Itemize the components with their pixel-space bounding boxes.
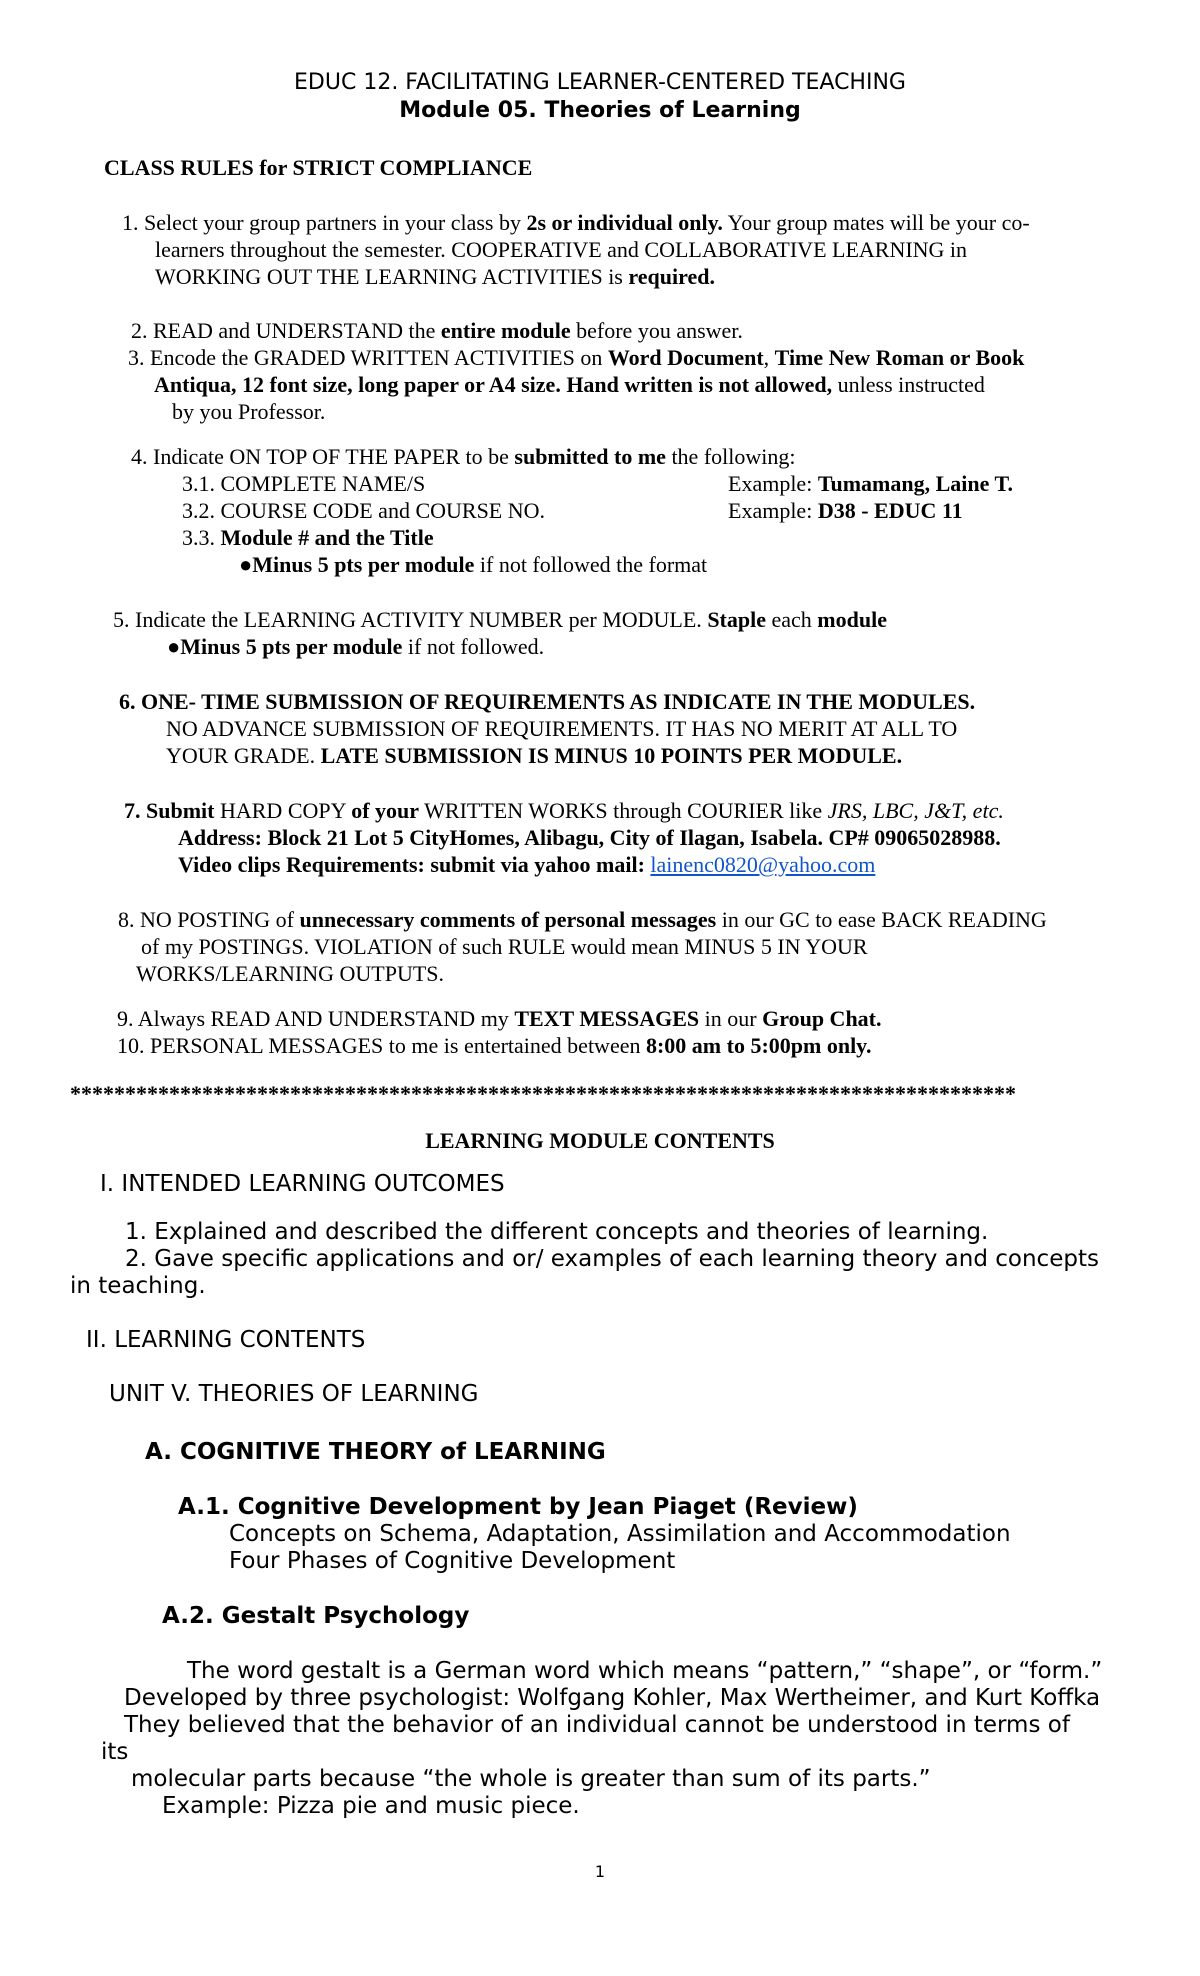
rule-8-line-1: 8. NO POSTING of unnecessary comments of personal messages in our GC to ease BACK READING [118,907,1047,932]
rule-7-line-1: 7. Submit HARD COPY of your WRITTEN WORKS through COURIER like JRS, LBC, J&T, etc. [124,798,1004,823]
rule-8-line-3: WORKS/LEARNING OUTPUTS. [136,961,444,986]
contents-heading: LEARNING MODULE CONTENTS [425,1128,775,1153]
rule-8-line-2: of my POSTINGS. VIOLATION of such RULE would mean MINUS 5 IN YOUR [141,934,868,959]
rule-4-penalty: ●Minus 5 pts per module if not followed the format [239,552,708,577]
rule-4: 4. Indicate ON TOP OF THE PAPER to be submitted to me the following: [131,444,796,469]
gestalt-para-2: Developed by three psychologist: Wolfgang Kohler, Max Wertheimer, and Kurt Koffka [124,1685,1101,1711]
topic-a1-line-1: Concepts on Schema, Adaptation, Assimilation and Accommodation [229,1521,1011,1547]
rule-3-line-3: by you Professor. [172,399,326,424]
unit-title: UNIT V. THEORIES OF LEARNING [109,1381,479,1407]
section-contents: II. LEARNING CONTENTS [86,1327,366,1353]
gestalt-example: Example: Pizza pie and music piece. [162,1793,580,1819]
outcome-2: 2. Gave specific applications and or/ examples of each learning theory and concepts [125,1246,1099,1272]
rule-6-line-3: YOUR GRADE. LATE SUBMISSION IS MINUS 10 POINTS PER MODULE. [166,743,903,768]
gestalt-para-3-cont: its [101,1739,129,1765]
gestalt-para-3: They believed that the behavior of an individual cannot be understood in terms of [124,1712,1070,1738]
rules-heading: CLASS RULES for STRICT COMPLIANCE [104,155,533,180]
rule-2: 2. READ and UNDERSTAND the entire module before you answer. [131,318,743,343]
rule-6-line-1: 6. ONE- TIME SUBMISSION OF REQUIREMENTS AS INDICATE IN THE MODULES. [119,689,976,714]
rule-7-video: Video clips Requirements: submit via yahoo mail: lainenc0820@yahoo.com [178,852,876,877]
gestalt-para-1: The word gestalt is a German word which means “pattern,” “shape”, or “form.” [187,1658,1103,1684]
rule-5-penalty: ●Minus 5 pts per module if not followed. [167,634,545,659]
section-outcomes: I. INTENDED LEARNING OUTCOMES [100,1171,505,1197]
rule-4-item-module: 3.3. Module # and the Title [182,525,434,550]
topic-a1-line-2: Four Phases of Cognitive Development [229,1548,676,1574]
rule-1-line-3: WORKING OUT THE LEARNING ACTIVITIES is required. [155,264,715,289]
topic-a1-heading: A.1. Cognitive Development by Jean Piaget (Review) [178,1494,858,1520]
rule-3-line-2: Antiqua, 12 font size, long paper or A4 size. Hand written is not allowed, unless instructed [154,372,985,397]
rule-5: 5. Indicate the LEARNING ACTIVITY NUMBER per MODULE. Staple each module [113,607,887,632]
rule-4-item-course-example: Example: D38 - EDUC 11 [728,498,963,523]
topic-a-heading: A. COGNITIVE THEORY of LEARNING [145,1439,606,1465]
rule-9: 9. Always READ AND UNDERSTAND my TEXT MESSAGES in our Group Chat. [117,1006,882,1031]
rule-3-line-1: 3. Encode the GRADED WRITTEN ACTIVITIES on Word Document, Time New Roman or Book [128,345,1025,370]
rule-4-item-name-example: Example: Tumamang, Laine T. [728,471,1014,496]
course-title: EDUC 12. FACILITATING LEARNER-CENTERED TEACHING [294,70,906,95]
rule-1-line-1: 1. Select your group partners in your class by 2s or individual only. Your group mates will be your co- [122,210,1030,235]
rule-7-address: Address: Block 21 Lot 5 CityHomes, Alibagu, City of Ilagan, Isabela. CP# 09065028988. [178,825,1001,850]
rule-1-line-2: learners throughout the semester. COOPERATIVE and COLLABORATIVE LEARNING in [155,237,968,262]
page-number: 1 [594,1862,606,1881]
email-link[interactable]: lainenc0820@yahoo.com [650,852,876,877]
module-title: Module 05. Theories of Learning [399,98,801,123]
gestalt-para-4: molecular parts because “the whole is greater than sum of its parts.” [131,1766,931,1792]
rule-10: 10. PERSONAL MESSAGES to me is entertained between 8:00 am to 5:00pm only. [117,1033,872,1058]
outcome-1: 1. Explained and described the different concepts and theories of learning. [125,1219,989,1245]
rule-4-item-name: 3.1. COMPLETE NAME/S [182,471,426,496]
rule-6-line-2: NO ADVANCE SUBMISSION OF REQUIREMENTS. IT HAS NO MERIT AT ALL TO [166,716,958,741]
asterisk-divider: ************************************************************************************** [70,1081,1016,1106]
outcome-2-cont: in teaching. [70,1273,206,1299]
topic-a2-heading: A.2. Gestalt Psychology [162,1603,470,1629]
rule-4-item-course: 3.2. COURSE CODE and COURSE NO. [182,498,546,523]
